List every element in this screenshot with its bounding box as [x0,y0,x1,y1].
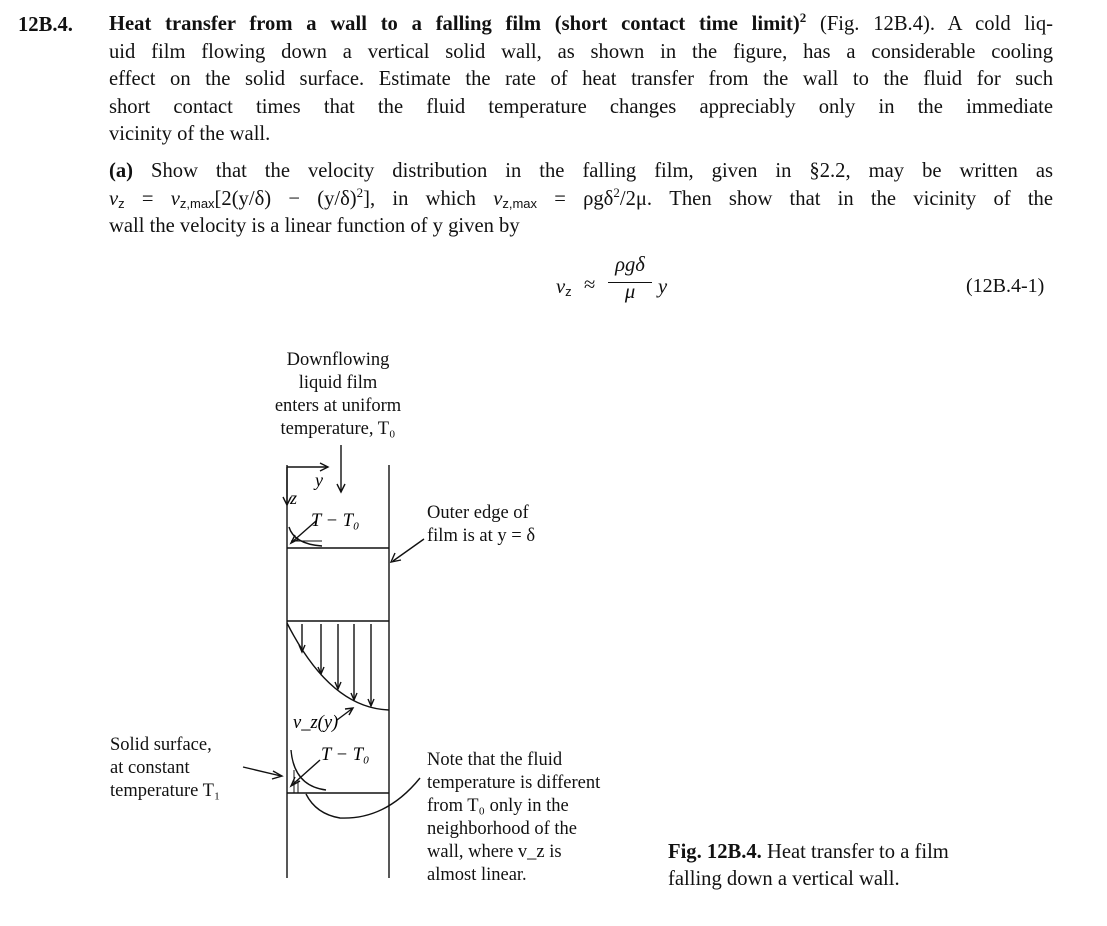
solid-surface-line-2: at constant [110,758,190,778]
vz-label: v_z(y) [293,713,339,733]
vzmax-exponent: 2 [613,184,620,200]
solid-surface-line-3: temperature T₁ [110,781,221,801]
inlet-label-line-1: Downflowing [286,350,390,370]
solid-surface-line-1: Solid surface, [110,735,212,755]
vz-subscript: z [118,195,125,211]
outer-edge-line-2: film is at y = δ [427,526,536,546]
caption-text-1: Heat transfer to a film [766,841,949,863]
part-a-text-2-end: /2μ. Then show that in the vicinity of the [619,187,1053,210]
eq-approx: ≈ [584,274,596,296]
inlet-label-line-3: enters at uniform [274,396,402,416]
intro-line-0: A cold liq- [947,13,1053,35]
inlet-label-line-4: temperature, T₀ [280,419,396,439]
part-a-line-3: wall the velocity is a linear function of y given by [109,215,520,237]
outer-edge-line-1: Outer edge of [427,503,529,523]
eq-variable-y: y [658,276,668,298]
vzmax-symbol: v [170,187,180,210]
intro-line-1: uid film flowing down a vertical solid wall, as shown in the figure, has a considerable cooling [109,40,1053,63]
part-a-label: (a) [109,160,134,182]
vzmax-expression: = ρgδ [554,187,614,210]
vz-label-leader [337,708,353,720]
note-line-3: from T₀ only in the [427,796,569,816]
eq-vz: vz [556,276,572,299]
problem-number: 12B.4. [18,14,73,36]
inlet-label-line-2: liquid film [298,373,378,393]
note-line-5: wall, where v_z is [427,842,562,862]
intro-line-2: effect on the solid surface. Estimate the rate of heat transfer from the wall to the fluid for such [109,68,1053,90]
velocity-profile-exponent: 2 [356,184,364,200]
intro-line-3: short contact times that the fluid temperature changes appreciably only in the immediate [109,95,1053,118]
note-line-6: almost linear. [427,865,527,885]
temp-label-bottom: T − T₀ [321,745,370,765]
figure-reference: (Fig. 12B.4). [819,13,936,35]
in-which-text: ], in which [363,187,476,210]
caption-label: Fig. 12B.4. [668,841,762,863]
outer-edge-leader [393,539,424,561]
z-axis-label: z [290,488,298,508]
note-line-1: Note that the fluid [427,750,563,770]
note-line-4: neighborhood of the [427,819,578,839]
part-a-text-1: Show that the velocity distribution in the falling film, given in §2.2, may be written as [151,160,1053,182]
caption-text-2: falling down a vertical wall. [668,868,900,890]
vzmax-symbol-2: v [493,187,503,210]
eq-denominator: μ [624,281,636,303]
note-line-2: temperature is different [427,773,601,793]
equals-sign: = [141,187,154,210]
vzmax-subscript: z,max [179,195,215,211]
velocity-profile-expr: [2(y/δ) − (y/δ) [214,187,357,210]
eq-numerator: ρgδ [615,254,645,276]
intro-line-4: vicinity of the wall. [109,123,271,145]
vzmax-subscript-2: z,max [502,195,538,211]
title-footnote: 2 [799,10,807,25]
temp-label-top: T − T₀ [311,511,360,531]
vz-symbol: v [109,187,119,210]
temp-label-bottom-leader [292,760,320,785]
note-leader-curve [306,778,420,818]
equation-number: (12B.4-1) [966,275,1045,297]
y-axis-label: y [315,470,323,490]
problem-title: Heat transfer from a wall to a falling film (short contact time limit) [109,13,800,35]
outer-edge-leader-arrowhead [391,553,401,562]
